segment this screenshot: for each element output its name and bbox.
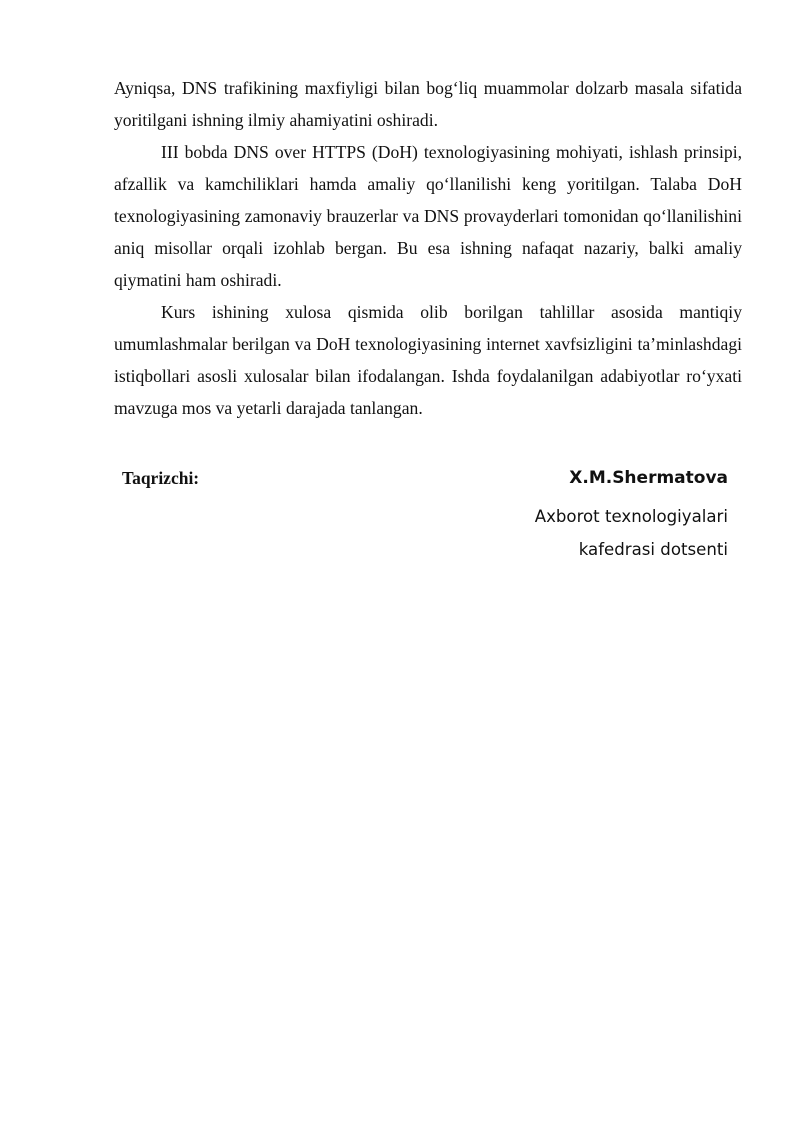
paragraph-chapter-three: III bobda DNS over HTTPS (DoH) texnologiyasining mohiyati, ishlash prinsipi, afzallik va kamchiliklari hamda amaliy qo‘llanilishi keng yoritilgan. Talaba DoH texnologiyasining zamonaviy brauzerlar va DNS provayderlari tomonidan qo‘llanilishini aniq misollar orqali izohlab bergan. Bu esa ishning nafaqat nazariy, balki amaliy qiymatini ham oshiradi. — [114, 142, 742, 290]
reviewer-label: Taqrizchi: — [122, 468, 200, 488]
reviewer-position-line1: Axborot texnologiyalari — [534, 507, 728, 526]
paragraph-conclusion: Kurs ishining xulosa qismida olib borilgan tahlillar asosida mantiqiy umumlashmalar berilgan va DoH texnologiyasining internet xavfsizligini ta’minlashdagi istiqbollari asosli xulosalar bilan ifodalangan. Ishda foydalanilgan adabiyotlar ro‘yxati mavzuga mos va yetarli darajada tanlangan. — [114, 302, 742, 418]
reviewer-name: X.M.Shermatova — [569, 468, 728, 488]
signature-block — [408, 464, 728, 566]
reviewer-position-line2: kafedrasi dotsenti — [578, 540, 728, 559]
paragraph-intro: Ayniqsa, DNS trafikining maxfiyligi bilan bog‘liq muammolar dolzarb masala sifatida yoritilgani ishning ilmiy ahamiyatini oshiradi. — [114, 78, 742, 130]
review-body — [114, 72, 742, 424]
